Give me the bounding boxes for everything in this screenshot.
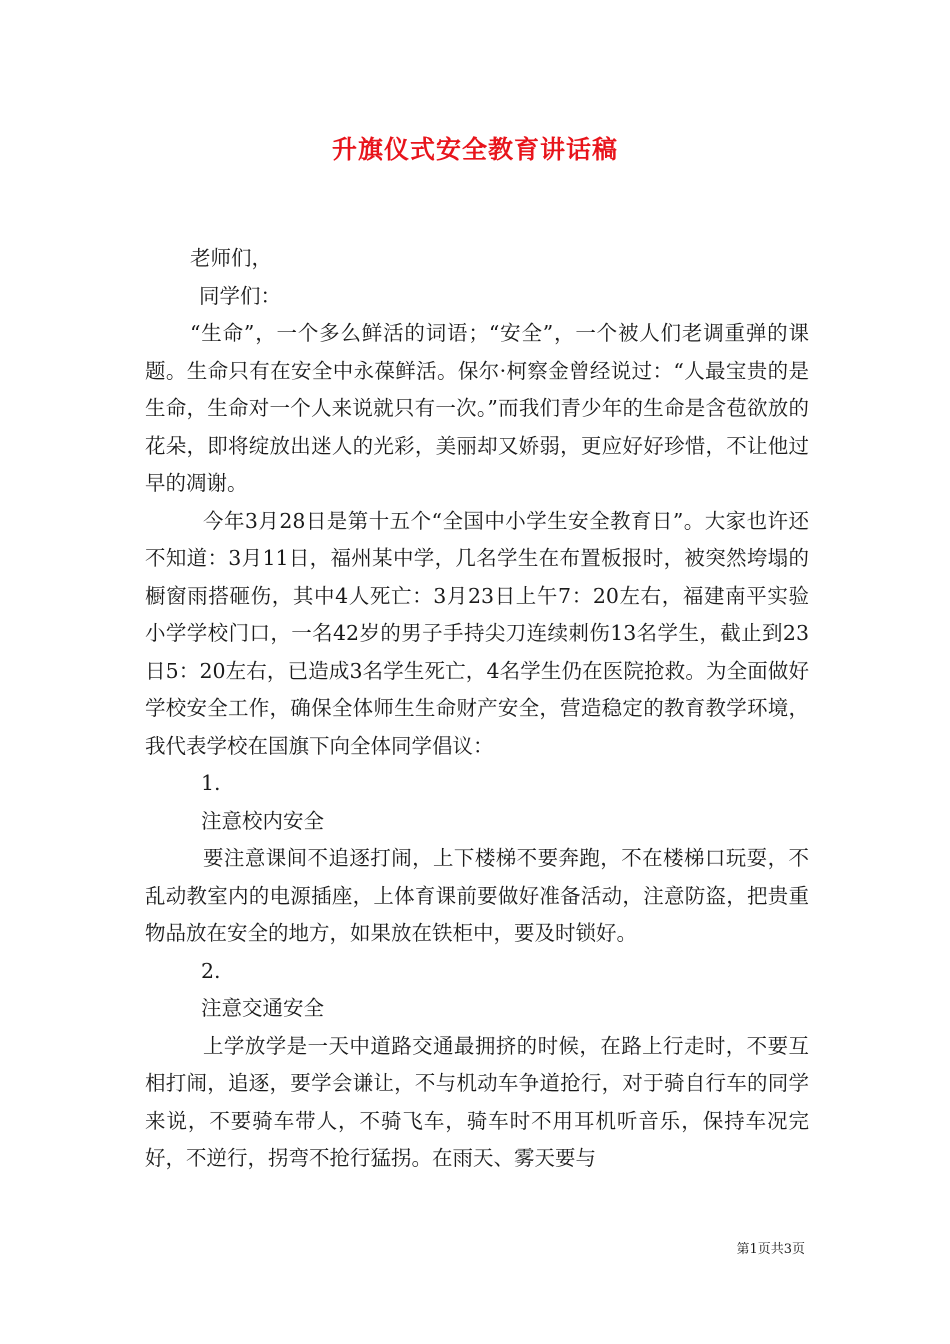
- item-number-1: 1.: [201, 771, 221, 795]
- paragraph-intro: “生命”，一个多么鲜活的词语；“安全”，一个被人们老调重弹的课题。生命只有在安全中永葆鲜活。保尔·柯察金曾经说过：“人最宝贵的是生命，生命对一个人来说就只有一次。”而我们青少年的生命是含苞欲放的花朵，即将绽放出迷人的光彩，美丽却又娇弱，更应好好珍惜，不让他过早的凋谢。: [145, 321, 809, 495]
- item-heading-1: 注意校内安全: [201, 808, 324, 833]
- document-body: [145, 240, 809, 1178]
- item-text-1: 要注意课间不追逐打闹，上下楼梯不要奔跑，不在楼梯口玩耍，不乱动教室内的电源插座，上体育课前要做好准备活动，注意防盗，把贵重物品放在安全的地方，如果放在铁柜中，要及时锁好。: [145, 846, 809, 945]
- salutation-students: 同学们：: [199, 283, 281, 308]
- item-text-2: 上学放学是一天中道路交通最拥挤的时候，在路上行走时，不要互相打闹，追逐，要学会谦让，不与机动车争道抢行，对于骑自行车的同学来说，不要骑车带人，不骑飞车，骑车时不用耳机听音乐，保持车况完好，不逆行，拐弯不抢行猛拐。在雨天、雾天要与: [145, 1033, 809, 1170]
- paragraph-background: 今年3月28日是第十五个“全国中小学生安全教育日”。大家也许还不知道：3月11日，福州某中学，几名学生在布置板报时，被突然垮塌的橱窗雨搭砸伤，其中4人死亡：3月23日上午7：20左右，福建南平实验小学学校门口，一名42岁的男子手持尖刀连续刺伤13名学生，截止到23日5：20左右，已造成3名学生死亡，4名学生仍在医院抢救。为全面做好学校安全工作，确保全体师生生命财产安全，营造稳定的教育教学环境，我代表学校在国旗下向全体同学倡议：: [145, 508, 809, 758]
- item-heading-2: 注意交通安全: [201, 996, 324, 1020]
- page-number: 第1页共3页: [736, 1242, 805, 1257]
- item-number-2: 2.: [201, 958, 221, 983]
- salutation-teachers: 老师们，: [190, 246, 272, 270]
- document-title: 升旗仪式安全教育讲话稿: [331, 135, 618, 164]
